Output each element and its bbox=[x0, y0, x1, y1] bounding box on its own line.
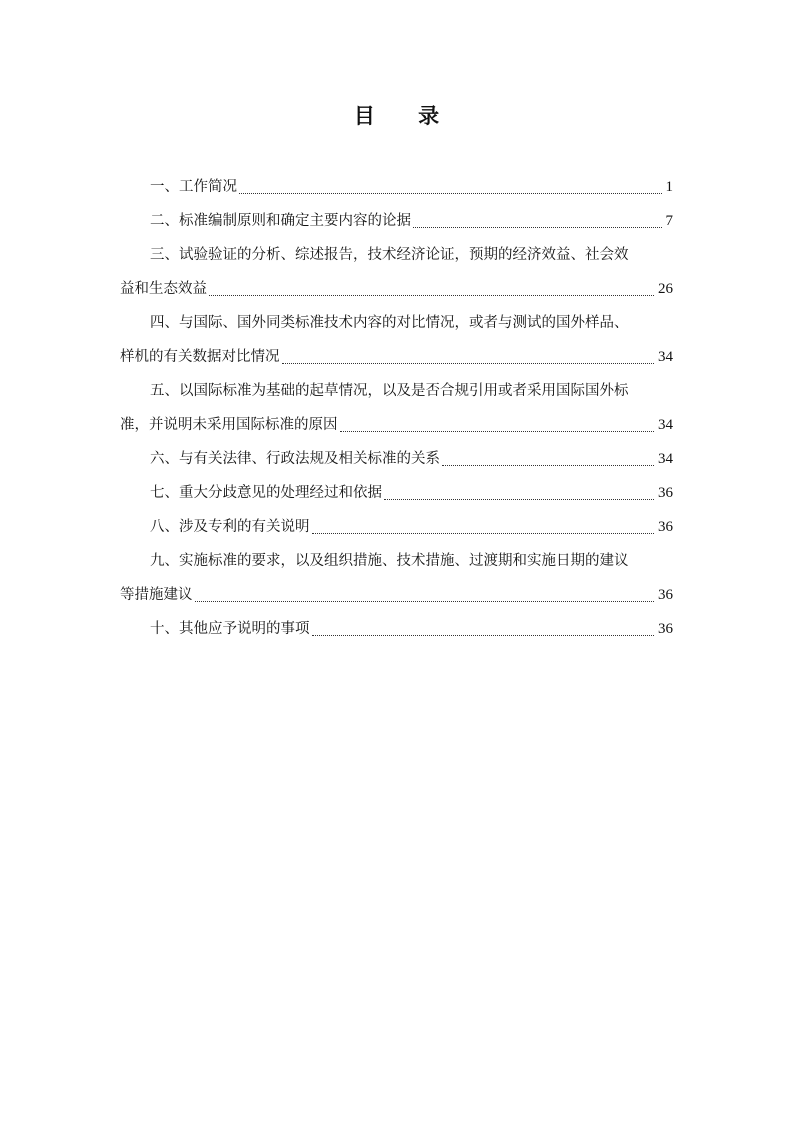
toc-title: 目 录 bbox=[353, 104, 458, 128]
toc-entry-label-line2: 准，并说明未采用国际标准的原因 bbox=[120, 417, 338, 433]
toc-page-number: 36 bbox=[658, 519, 673, 535]
toc-page-number: 36 bbox=[658, 485, 673, 501]
toc-entry-label-line1: 三、试验验证的分析、综述报告，技术经济论证，预期的经济效益、社会效 bbox=[150, 247, 629, 263]
dot-leader bbox=[442, 465, 654, 466]
toc-entry-label: 七、重大分歧意见的处理经过和依据 bbox=[150, 485, 382, 501]
toc-page-number: 34 bbox=[658, 451, 673, 467]
dot-leader bbox=[209, 295, 654, 296]
toc-entry-label: 六、与有关法律、行政法规及相关标准的关系 bbox=[150, 451, 440, 467]
toc-entry-label-line1: 四、与国际、国外同类标准技术内容的对比情况，或者与测试的国外样品、 bbox=[150, 315, 629, 331]
dot-leader bbox=[312, 533, 655, 534]
dot-leader bbox=[239, 193, 662, 194]
dot-leader bbox=[312, 635, 655, 636]
toc-entry-9[interactable] bbox=[120, 544, 673, 612]
table-of-contents bbox=[120, 170, 673, 646]
toc-page-number: 7 bbox=[665, 213, 673, 229]
toc-page-number: 36 bbox=[658, 621, 673, 637]
toc-entry-label: 十、其他应予说明的事项 bbox=[150, 621, 310, 637]
toc-entry-4[interactable] bbox=[120, 306, 673, 374]
toc-entry-label: 八、涉及专利的有关说明 bbox=[150, 519, 310, 535]
toc-entry-5[interactable] bbox=[120, 374, 673, 442]
toc-page-number: 1 bbox=[665, 179, 673, 195]
toc-entry-3[interactable] bbox=[120, 238, 673, 306]
toc-entry-label-line1: 五、以国际标准为基础的起草情况，以及是否合规引用或者采用国际国外标 bbox=[150, 383, 629, 399]
toc-entry-label-line1: 九、实施标准的要求，以及组织措施、技术措施、过渡期和实施日期的建议 bbox=[150, 553, 629, 569]
toc-page-number: 34 bbox=[658, 349, 673, 365]
dot-leader bbox=[195, 601, 655, 602]
dot-leader bbox=[384, 499, 654, 500]
toc-entry-10[interactable] bbox=[120, 612, 673, 646]
toc-entry-label: 一、工作简况 bbox=[150, 179, 237, 195]
toc-entry-7[interactable] bbox=[120, 476, 673, 510]
toc-page-number: 36 bbox=[658, 587, 673, 603]
dot-leader bbox=[413, 227, 662, 228]
dot-leader bbox=[340, 431, 655, 432]
toc-entry-label-line2: 样机的有关数据对比情况 bbox=[120, 349, 280, 365]
toc-entry-label-line2: 益和生态效益 bbox=[120, 281, 207, 297]
toc-entry-2[interactable] bbox=[120, 204, 673, 238]
toc-entry-label-line2: 等措施建议 bbox=[120, 587, 193, 603]
toc-entry-label: 二、标准编制原则和确定主要内容的论据 bbox=[150, 213, 411, 229]
toc-page-number: 34 bbox=[658, 417, 673, 433]
dot-leader bbox=[282, 363, 655, 364]
toc-entry-6[interactable] bbox=[120, 442, 673, 476]
toc-entry-1[interactable] bbox=[120, 170, 673, 204]
toc-page-number: 26 bbox=[658, 281, 673, 297]
toc-entry-8[interactable] bbox=[120, 510, 673, 544]
